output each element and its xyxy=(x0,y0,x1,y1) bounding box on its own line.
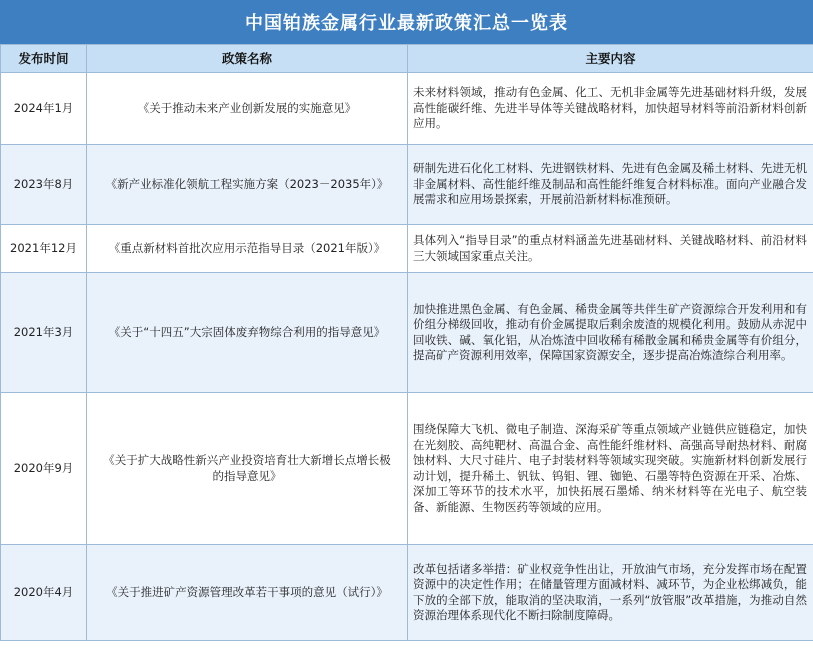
row-date: 2023年8月 xyxy=(1,145,87,225)
row-content: 研制先进石化化工材料、先进钢铁材料、先进有色金属及稀土材料、先进无机非金属材料、高性能纤维及制品和高性能纤维复合材料标准。面向产业融合发展需求和应用场景探索，开展前沿新材料标准预研。 xyxy=(408,145,813,225)
table-row xyxy=(1,73,813,145)
row-date: 2021年12月 xyxy=(1,225,87,273)
row-content: 具体列入“指导目录”的重点材料涵盖先进基础材料、关键战略材料、前沿材料三大领域国家重点关注。 xyxy=(408,225,813,273)
row-content: 围绕保障大飞机、微电子制造、深海采矿等重点领域产业链供应链稳定，加快在光刻胶、高纯靶材、高温合金、高性能纤维材料、高强高导耐热材料、耐腐蚀材料、大尺寸硅片、电子封装材料等领域实现突破。实施新材料创新发展行动计划，提升稀土、钒钛、钨钼、锂、铷铯、石墨等特色资源在开采、冶炼、深加工等环节的技术水平，加快拓展石墨烯、纳米材料等在光电子、航空装备、新能源、生物医药等领域的应用。 xyxy=(408,393,813,545)
row-content: 加快推进黑色金属、有色金属、稀贵金属等共伴生矿产资源综合开发利用和有价组分梯级回收，推动有价金属提取后剩余废渣的规模化利用。鼓励从赤泥中回收铁、碱、氧化铝，从冶炼渣中回收稀有稀散金属和稀贵金属等有价组分，提高矿产资源利用效率，保障国家资源安全，逐步提高冶炼渣综合利用率。 xyxy=(408,273,813,393)
table-row xyxy=(1,273,813,393)
row-policy-name: 《关于推动未来产业创新发展的实施意见》 xyxy=(87,73,408,145)
policy-table xyxy=(0,44,813,641)
row-policy-name: 《重点新材料首批次应用示范指导目录（2021年版）》 xyxy=(87,225,408,273)
row-content: 改革包括诸多举措：矿业权竞争性出让，开放油气市场，充分发挥市场在配置资源中的决定性作用；在储量管理方面减材料、减环节，为企业松绑减负，能下放的全部下放，能取消的坚决取消，一系列“放管服”改革措施，为推动自然资源治理体系现代化不断扫除制度障碍。 xyxy=(408,545,813,641)
row-date: 2024年1月 xyxy=(1,73,87,145)
row-policy-name: 《关于推进矿产资源管理改革若干事项的意见（试行）》 xyxy=(87,545,408,641)
header-date: 发布时间 xyxy=(1,45,87,73)
table-header-row xyxy=(1,45,813,73)
row-policy-name: 《新产业标准化领航工程实施方案（2023－2035年）》 xyxy=(87,145,408,225)
table-title: 中国铂族金属行业最新政策汇总一览表 xyxy=(0,0,813,44)
table-row xyxy=(1,545,813,641)
table-row xyxy=(1,225,813,273)
row-date: 2020年4月 xyxy=(1,545,87,641)
header-policy-name: 政策名称 xyxy=(87,45,408,73)
table-row xyxy=(1,393,813,545)
row-content: 未来材料领域，推动有色金属、化工、无机非金属等先进基础材料升级，发展高性能碳纤维、先进半导体等关键战略材料，加快超导材料等前沿新材料创新应用。 xyxy=(408,73,813,145)
row-date: 2021年3月 xyxy=(1,273,87,393)
row-date: 2020年9月 xyxy=(1,393,87,545)
table-row xyxy=(1,145,813,225)
row-policy-name: 《关于扩大战略性新兴产业投资培育壮大新增长点增长极的指导意见》 xyxy=(87,393,408,545)
header-main-content: 主要内容 xyxy=(408,45,813,73)
row-policy-name: 《关于“十四五”大宗固体废弃物综合利用的指导意见》 xyxy=(87,273,408,393)
